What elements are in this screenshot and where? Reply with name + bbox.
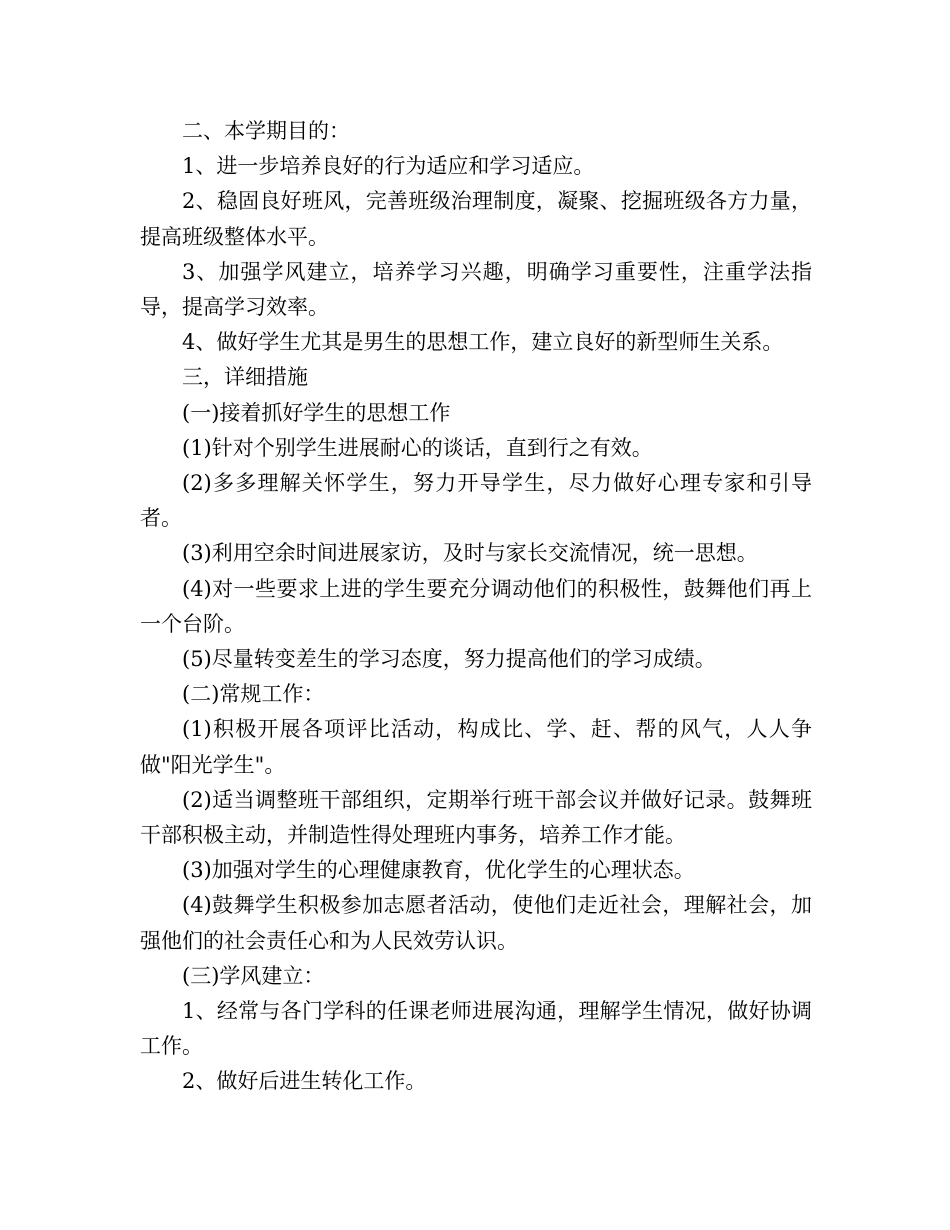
subsection-heading: (二)常规工作： (182, 682, 325, 707)
paragraph: (1)积极开展各项评比活动，构成比、学、赶、帮的风气，人人争做"阳光学生"。 (140, 717, 812, 777)
paragraph: (1)针对个别学生进展耐心的谈话，直到行之有效。 (182, 435, 653, 460)
paragraph: 4、做好学生尤其是男生的思想工作，建立良好的新型师生关系。 (182, 330, 784, 355)
paragraph: (3)利用空余时间进展家访，及时与家长交流情况，统一思想。 (182, 541, 758, 566)
section-heading-goals: 二、本学期目的： (182, 119, 350, 143)
paragraph: (2)适当调整班干部组织，定期举行班干部会议并做好记录。鼓舞班干部积极主动，并制造性得处理班内事务，培养工作才能。 (140, 787, 812, 848)
subsection-heading: (三)学风建立： (182, 963, 325, 988)
paragraph: (5)尽量转变差生的学习态度，努力提高他们的学习成绩。 (182, 647, 716, 672)
paragraph: 2、稳固良好班风，完善班级治理制度，凝聚、挖掘班级各方力量，提高班级整体水平。 (140, 189, 812, 249)
paragraph: 1、经常与各门学科的任课老师进展沟通，理解学生情况，做好协调工作。 (140, 999, 812, 1059)
paragraph: 1、进一步培养良好的行为适应和学习适应。 (182, 154, 595, 179)
paragraph: (4)对一些要求上进的学生要充分调动他们的积极性，鼓舞他们再上一个台阶。 (140, 576, 812, 636)
paragraph: (4)鼓舞学生积极参加志愿者活动，使他们走近社会，理解社会，加强他们的社会责任心和为人民效劳认识。 (140, 893, 812, 953)
paragraph: (3)加强对学生的心理健康教育，优化学生的心理状态。 (182, 858, 695, 883)
paragraph: (2)多多理解关怀学生，努力开导学生，尽力做好心理专家和引导者。 (140, 471, 812, 531)
subsection-heading: (一)接着抓好学生的思想工作 (182, 400, 451, 425)
paragraph: 3、加强学风建立，培养学习兴趣，明确学习重要性，注重学法指导，提高学习效率。 (140, 259, 812, 320)
paragraph: 2、做好后进生转化工作。 (182, 1069, 427, 1094)
document-body (140, 114, 812, 1100)
section-heading-measures: 三，详细措施 (182, 365, 308, 390)
